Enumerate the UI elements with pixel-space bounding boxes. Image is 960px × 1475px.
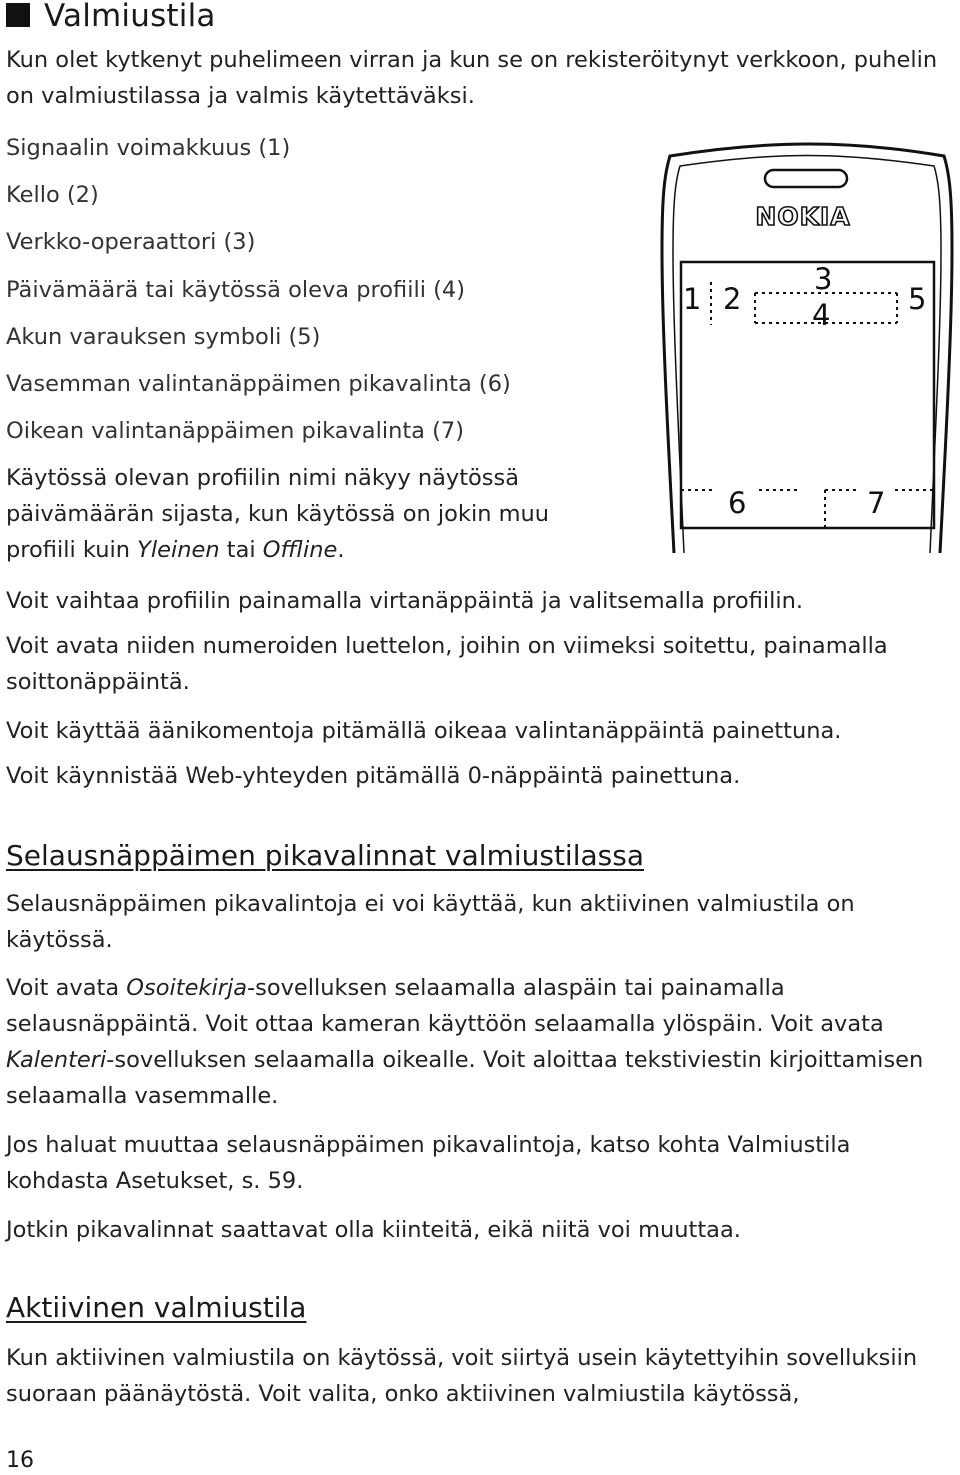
legend-item: Signaalin voimakkuus (1) [6,135,291,161]
paragraph: Voit avata Osoitekirja-sovelluksen selaamalla alaspäin tai painamalla selausnäppäintä. Voit ottaa kameran käyttöön selaamalla ylöspäin. Voit avata Kalenteri-sovelluksen selaamalla oikealle. Voit aloittaa tekstiviestin kirjoittamisen selaamalla vasemmalle. [6,975,924,1109]
paragraph: Jotkin pikavalinnat saattavat olla kiinteitä, eikä niitä voi muuttaa. [6,1217,741,1243]
label-left-softkey: 6 [728,486,747,520]
legend-item: Vasemman valintanäppäimen pikavalinta (6) [6,371,511,397]
intro-paragraph: Kun olet kytkenyt puhelimeen virran ja kun se on rekisteröitynyt verkkoon, puhelin on valmiustilassa ja valmis käytettäväksi. [6,47,938,109]
legend-item: Kello (2) [6,182,99,208]
label-date-profile: 4 [812,298,831,332]
paragraph: Voit avata niiden numeroiden luettelon, joihin on viimeksi soitettu, painamalla soittonäppäintä. [6,633,888,695]
page-heading: Valmiustila [6,0,216,36]
section-title-shortcuts: Selausnäppäimen pikavalinnat valmiustilassa [6,839,644,872]
legend-item: Verkko-operaattori (3) [6,229,256,255]
paragraph: Jos haluat muuttaa selausnäppäimen pikavalintoja, katso kohta Valmiustila kohdasta Asetukset, s. 59. [6,1132,851,1194]
legend-item: Päivämäärä tai käytössä oleva profiili (4) [6,277,465,303]
paragraph: Voit käynnistää Web-yhteyden pitämällä 0-näppäintä painettuna. [6,763,741,789]
earpiece-icon [765,170,847,187]
page-number: 16 [6,1448,34,1473]
phone-display-figure [0,0,960,560]
label-right-softkey: 7 [867,486,886,520]
legend-item: Akun varauksen symboli (5) [6,324,321,350]
section-title-active-standby: Aktiivinen valmiustila [6,1291,307,1324]
label-signal: 1 [683,282,702,316]
profile-note: Käytössä olevan profiilin nimi näkyy näytössä päivämäärän sijasta, kun käytössä on jokin muu profiili kuin Yleinen tai Offline. [6,465,550,563]
label-operator: 3 [814,262,833,296]
paragraph: Selausnäppäimen pikavalintoja ei voi käyttää, kun aktiivinen valmiustila on käytössä. [6,891,855,953]
paragraph: Voit vaihtaa profiilin painamalla virtanäppäintä ja valitsemalla profiilin. [6,588,804,614]
paragraph: Voit käyttää äänikomentoja pitämällä oikeaa valintanäppäintä painettuna. [6,718,842,744]
legend-item: Oikean valintanäppäimen pikavalinta (7) [6,418,464,444]
display-guide-lines [681,282,933,528]
label-battery: 5 [908,282,927,316]
paragraph: Kun aktiivinen valmiustila on käytössä, voit siirtyä usein käytettyihin sovelluksiin suoraan päänäytöstä. Voit valita, onko aktiivinen valmiustila käytössä, [6,1345,918,1407]
figure-labels [683,262,926,520]
brand-logo: NOKIA [755,202,851,231]
label-clock: 2 [723,282,742,316]
